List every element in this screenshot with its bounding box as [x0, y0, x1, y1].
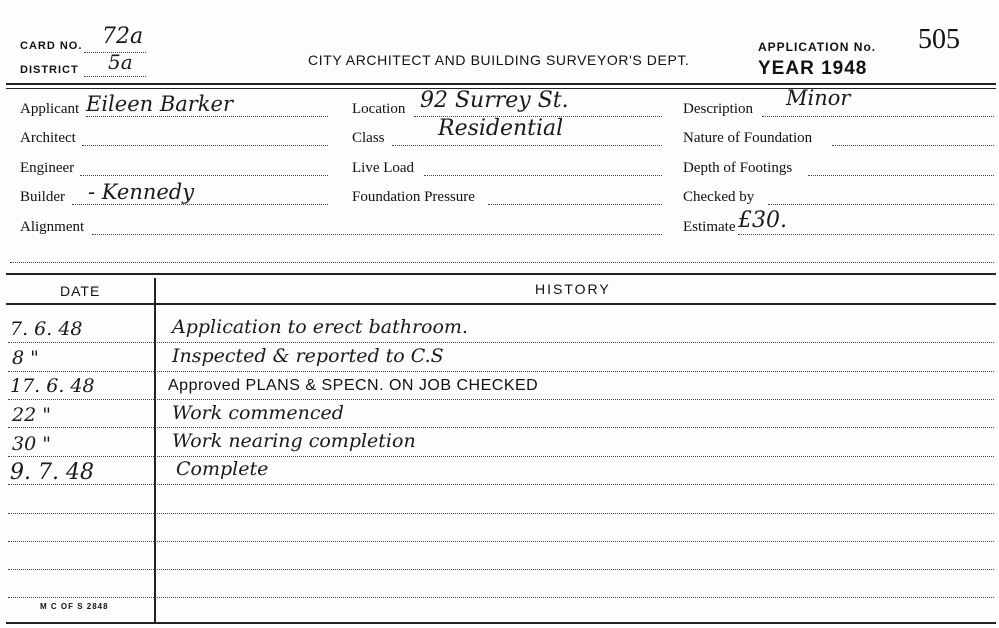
row-line: [8, 597, 994, 598]
class-value: Residential: [438, 116, 564, 141]
depth-label: Depth of Footings: [683, 160, 793, 176]
estimate-value: £30.: [738, 208, 787, 233]
location-label: Location: [352, 101, 406, 117]
row-entry: Work commenced: [172, 402, 344, 424]
builder-line: [72, 204, 328, 205]
checked-label: Checked by: [683, 189, 755, 205]
checked-line: [768, 204, 994, 205]
foundation-pressure-line: [488, 204, 662, 205]
estimate-label: Estimate: [683, 219, 736, 235]
nature-line: [832, 145, 994, 146]
engineer-line: [80, 175, 328, 176]
blank-line: [10, 262, 994, 263]
year-text: YEAR 1948: [758, 58, 868, 79]
row-line: [8, 427, 994, 428]
row-date: 17. 6. 48: [10, 375, 95, 397]
live-load-label: Live Load: [352, 160, 415, 176]
row-line: [8, 342, 994, 343]
district-line: [84, 76, 146, 77]
card-no-label: CARD NO.: [20, 40, 83, 52]
architect-label: Architect: [20, 130, 76, 146]
row-line: [8, 456, 994, 457]
depth-line: [808, 175, 994, 176]
applicant-line: [86, 116, 328, 117]
column-divider: [154, 278, 156, 623]
builder-label: Builder: [20, 189, 65, 205]
application-label: APPLICATION No.: [758, 40, 877, 54]
applicant-value: Eileen Barker: [86, 92, 233, 116]
row-entry: Approved PLANS & SPECN. ON JOB CHECKED: [168, 377, 539, 394]
table-top-rule: [6, 273, 996, 275]
engineer-label: Engineer: [20, 160, 75, 176]
bottom-rule: [6, 622, 996, 624]
live-load-line: [424, 175, 662, 176]
description-label: Description: [683, 101, 753, 117]
header-rule: [6, 83, 996, 85]
nature-label: Nature of Foundation: [683, 130, 813, 146]
card-no-value: 72a: [102, 24, 144, 49]
row-entry: Complete: [176, 458, 269, 480]
row-line: [8, 399, 994, 400]
district-label: DISTRICT: [20, 64, 79, 76]
architect-line: [82, 145, 328, 146]
description-line: [762, 116, 994, 117]
alignment-label: Alignment: [20, 219, 85, 235]
row-line: [8, 541, 994, 542]
row-date: 22 ": [12, 404, 51, 426]
form-code: M C OF S 2848: [40, 602, 109, 611]
class-line: [392, 145, 662, 146]
row-entry: Application to erect bathroom.: [172, 316, 468, 338]
application-number: 505: [918, 24, 960, 55]
row-line: [8, 371, 994, 372]
history-header: HISTORY: [535, 281, 611, 297]
district-value: 5a: [108, 50, 133, 74]
row-date: 30 ": [12, 433, 51, 455]
description-value: Minor: [786, 86, 851, 110]
row-line: [8, 569, 994, 570]
row-line: [8, 513, 994, 514]
alignment-line: [92, 234, 662, 235]
foundation-pressure-label: Foundation Pressure: [352, 189, 475, 205]
estimate-line: [738, 234, 994, 235]
builder-value: - Kennedy: [88, 180, 195, 204]
row-date: 8 ": [12, 347, 39, 369]
row-entry: Inspected & reported to C.S: [172, 345, 444, 367]
row-line: [8, 484, 994, 485]
location-value: 92 Surrey St.: [420, 88, 569, 113]
row-date: 9. 7. 48: [10, 460, 94, 485]
row-entry: Work nearing completion: [172, 430, 416, 452]
date-header: DATE: [60, 283, 101, 299]
class-label: Class: [352, 130, 385, 146]
dept-title: CITY ARCHITECT AND BUILDING SURVEYOR'S DEPT.: [308, 52, 690, 68]
applicant-label: Applicant: [20, 101, 80, 117]
row-date: 7. 6. 48: [10, 318, 83, 340]
